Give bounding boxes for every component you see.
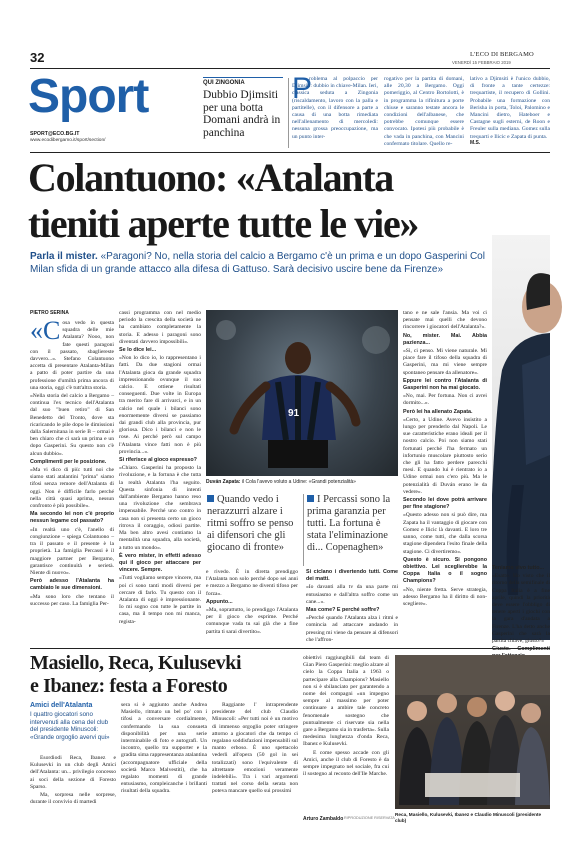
pull-quote-1: Quando vedo i nerazzurri alzare i ritmi soffro se penso ai difensori che gli giocano di fronte» <box>207 494 294 553</box>
feature-kicker: Amici dell'Atalanta <box>30 702 93 709</box>
masthead: L'ECO DI BERGAMO <box>470 51 534 58</box>
main-headline-line-2: tieniti aperte tutte le vie» <box>28 201 419 246</box>
feature-col-4: obiettivi raggiungibili dal team di Gian Piero Gasperini: meglio alzare al cielo la Coppa Italia a 1963 o partecipare alla Champions? Masiello non si è sbilanciato per garantendo a nome dei compagni «un impegno sempre al massimo per poter continuare a ambire tale concreto fenomenale sostegno che puntualmente ci riservate sia nella gare a Bergamo sia in trasferta». Sulla medesima lunghezza d'onda Reca, Ibanez e Kulusevki. E come spesso accade con gli Amici, anche il club di Foresto è da sempre impegnato nel sociale, fra cui il sostegno al reconto dell'Ile Marche. <box>303 655 389 778</box>
zingonia-col-3: lativo a Djimsiti è l'unico dubbio, di fronte a tante certezze: trequartiste, il recupero di Gollini. Probabile una formazione con Berisha in porta, Toloi, Palomino e Mancini dietro, Hateboer e Castagne sugli esterni, de Roon e Freuler sulla mediana. Gomez sulla trequarti e Ilicic e Zapata di punta. <box>470 76 550 140</box>
main-col-3: e rivedo. È in diretta prendiggo l'Atalanta non solo perché dopo sei anni e mezzo a Bergamo ne diventi tifoso per forza». Appunto... «Ma, soprattutto, io prendiggo l'Atalanta per il gioco che esprime. Perché comunque vada tu sai già che a fine partita ti sarai divertito». <box>206 569 298 635</box>
photo-caption: Duván Zapata: il Cola l'avevo voluto a Udine: «Grandi potenzialità» <box>206 479 356 485</box>
zapata-photo <box>206 310 398 476</box>
feature-headline-line-2: e Ibanez: festa a Foresto <box>30 675 228 697</box>
main-col-2: cassi programma con nel medio periodo la crescita della società ne ha cambiato completamente la storia. E adesso i paragoni sono diventati davvero impossibili». Se lo dice lei... «Non lo dico io, lo rappresentano i fatti. Da due stagioni ormai l'Atalanta gioca da grande squadra impressionando ovunque il suo calcio. E ottiene risultati conseguenti. Due volte in Europa tra merito fare di arrivarci, e in un calcio nel quale i bilanci sono enormemente diversi se passiamo dai grandi club alla provincia, pur gloriosa. Dico i bilanci e non le rose. Ai perché però sul campo l'Atalanta vince fatti non è più provincia...». Si riferisce al gioco espresso? «Chiaro. Gasperini ha proposto la rivoluzione, e la fortuna è che tutta la realtà Atalanta l'ha seguito. Questa sinfonia di intenti dall'ambiente Bergamo hanno reso una rivoluzione che sembrava impensabile. Perché uno contro in casa non si presenta certo un gioco ritrova il coraggio, odiosi partite. Ma ben altro avesi contiamo la mentalità una squadra, alla società, a tutto un mondo». È vero mister, in effetti adesso qui il gioco per attaccare per vincere. Sempre. «Tutti vogliamo sempre vincere, ma poi ci sono tanti modi diversi per cercare di farlo. Tu questo con il Atalanta di oggi è impressionante. Io mi sogno con tutte le partite in casa, ma il tempo non mi manca, regista- <box>119 310 201 625</box>
feature-col-3: Raggiante l' intraprendente presidente del club Claudio Minuscoli: «Per tutti noi è un motivo di immenso orgoglio poter stringere attorno a giocatori che da tempo ci regalano soddisfazioni impensabili sul manto erboso. È uno spettacolo vederli all'opera (50 gol in sei totalizzati) sono l'equivalente di altrettante emozioni veramente indelebili». Tra i vari argomenti trattati nel corso della serata non poteva mancare quello sui prossimi <box>212 702 298 795</box>
team-photo <box>395 655 550 809</box>
svg-text:91: 91 <box>288 408 300 419</box>
main-col-6: Teniamo vivo tutto... «Esatto. Ho visto che il ritorno della semifinale di Coppa Italia è a fine aprile, quindi la priorità deve essere l'obbligo di tenere aperti i giochi con la gara d'andata a Firenze. L'ha detto anche Gasperini che sarà la partita chiave, giusto?» Giusto. Complimenti <box>492 565 550 653</box>
main-subhead <box>30 250 485 276</box>
main-col-5: tano e ne sale l'ansia. Ma voi ci pensate mai quelli che devono rincorrere i giocatori dell'Atalanta?». No, mister. Mai. Abbia pazienza... «Sì, ci penso. Mi viene naturale. Mi piace fare il tifoso della squadra di Gasperini, ma mi viene sempre spontaneo pensare da allenatore». Eppure lei contro l'Atalanta di Gasperini non ha mai giocato. «No, mai. Per fortuna. Non ci avrei dormito...». Però lei ha allenato Zapata. «Certo, a Udine. Avevo insistito a lungo per prenderlo dal Napoli. Le sue caratteristiche erano ideali per il nostro calcio. Poi non siamo stati fortunati perché l'ha fermato un infortunio muscolare piuttosto serio che gli ha fatto perdere parecchi mesi. E quando lui è rientrato io a Udine ormai non c'ero più. Ma le potenzialità di Duván erano le da vedere». Secondo lei dove potrà arrivare per fine stagione? «Questo adesso non si può dire, ma Zapata ha il vantaggio di giocare con Gomez e Ilicic là davanti. E loro tre sanno, come tutti, che dalla scorsa stagione dipendera l'esito finale della stagione. Ci divertiremo». Questo è sicuro. Si pongono obiettivo. Lei sceglierebbe la Coppa Italia o il sogno Champions? «No, niente fretta. Serve strategia, adesso Bergamo ha il diritto di non-scegliere». <box>403 310 487 607</box>
feature-standfirst: I quattro giocatori sono intervenuti alla cena del club del presidente Minuscoli: «Grande orgoglio avervi qui» <box>30 711 110 741</box>
section-email[interactable]: SPORT@ECO.BG.IT <box>30 131 80 137</box>
section-url[interactable]: www.ecodibergamo.it/sport/section/ <box>30 138 106 143</box>
page-number: 32 <box>30 50 45 65</box>
pull-quote-2: I Percassi sono la prima garanzia per tutti. La fortuna è stata l'eliminazione di... Copenaghen» <box>307 494 391 553</box>
feature-photo-credit: RIPRODUZIONE RISERVATA <box>344 816 395 820</box>
issue-date: VENERDÌ 15 FEBBRAIO 2019 <box>452 60 511 65</box>
main-col-4: Si ciclano i divertendo tutti. Come dei matti. «Io davanti alla tv da una parte mi entusiasmo e dall'altra soffro come un cane...». Mas come? E perché soffre? «Perché quando l'Atalanta alza i ritmi e comincia ad attaccare andando in pressing mi viene da pensare ai difensori che l'affron- <box>306 569 398 643</box>
zingonia-signature: M.S. <box>470 140 481 146</box>
feature-headline-line-1: Masiello, Reca, Kulusevki <box>30 652 242 674</box>
main-col-1: «Cosa vedo in questa squadra delle mie Atalanta? Nooo, non fate questi paragoni con il passato, sbagliereste davvero...». Stefano Colantuono accetta di presentare Atalanta-Milan a patto di poter partire da una professione d'umiltà prima ancora di una storia, oggi c'è tutt'altra storia. «Nella storia del calcio a Bergamo – continua l'ex tecnico dell'Atalanta dal suo "buen retiro" di San Benedetto del Tronto, dove sta ricaricando le pile dopo le dimissioni dalla Salernitana in serie B – ormai è ben chiaro che ci sarà un prima e un dopo Gasperini. Su questo non c'è alcun dubbio». Complimenti per le posizione. «Ma vi dico di più: tutti noi che siamo stati atalantini "prima" siamo tifosi senza remore dell'Atalanta di oggi. Non è difficile farlo perché nella città quasi aprima, nessun confronto è più possibile». Ma secondo lei non c'è proprio nessun legame col passato? «In realtà uno c'è, l'anello di congiunzione – spiega Colantuono – tra il passato e il presente è la proprietà. La famiglia Percassi è il maggiore partner per Bergamo, garantisce continuità e serietà. Niente di nuovo». Però adesso l'Atalanta ha cambiato le sue dimensioni. «Ma sono loro che tentano il successo per caso. La famiglia Per- <box>30 316 114 607</box>
feature-col-1: Esordiodi Reca, Ibanez e Kulusevki in un club degli Amici dell'Atalanta: un... privilegio concesso ai soci della sezione di Foresto Sparso. Ma, sorpresa nelle sorprese, durante il convivio di martedì <box>30 755 116 806</box>
feature-col-2: sera si è aggiunto anche Andrea Masiello, ritmato un bel po' con i tifosi a conversare cordialmente, confermando la sua consueta disponibilità per una serie interminabile di foto e autografi. Un incontro, quello tra supporter e la gradita sima rappresentanza atalantina (accompagnatore ufficiale della società Marco Malvestiti), che ha regalato momenti di grande entusiasmo, compleicanche i brillanti risultati della squadra. <box>121 702 207 795</box>
feature-author: Arturo Zambaldo <box>303 816 344 822</box>
subhead-lead: Parla il mister. <box>30 251 98 262</box>
main-headline-line-1: Colantuono: «Atalanta <box>28 155 393 200</box>
quote-mark-icon: «C <box>30 316 61 345</box>
group-of-people-icon <box>395 655 550 809</box>
zingonia-col-1: roblema al polpaccio per Djimsiti: dubbio in chiave-Milan. Ieri, classica seduta a Zingonia (riscaldamento, lavoro con la palla e partitelle), con il difensore a parte a causa di una botta rimediata nell'allenamento di mercoledì: nessuna grossa preoccupazione, ma un punto inter- <box>292 76 378 140</box>
section-title: Sport <box>28 70 149 123</box>
zingonia-kicker: QUI ZINGONIA <box>203 77 283 86</box>
pull-quote-marker-icon <box>207 495 214 502</box>
byline: PIETRO SERINA <box>30 310 69 316</box>
subhead-text: «Paragoni? No, nella storia del calcio a Bergamo c'è un prima e un dopo Gasperini Col Milan sfida di un grande attacco alla difesa di Gattuso. Sarà decisivo uscire bene da Firenze» <box>30 251 485 275</box>
zingonia-dropcap: P <box>292 72 313 105</box>
team-photo-caption: Reca, Masiello, Kulusevki, Ibanez e Claudio Minuscoli (presidente club) <box>395 812 542 823</box>
pull-quote-marker-icon <box>307 495 314 502</box>
zingonia-col-2: rogativo per la partita di domani, alle 20,30 a Bergamo. Oggi pomeriggio, al Centro Bortolotti, è in programma la rifinitura a porte chiuse e saranno testate ancora le condizioni dell'albanese, che potrebbe comunque essere convocato. Ipotesi più probabile è che vada in panchina, con Mancini confermato titolare. Quello re- <box>384 76 464 147</box>
zingonia-headline: Dubbio Djimsiti per una botta Domani andrà in panchina <box>203 89 281 139</box>
football-player-icon <box>206 310 398 476</box>
